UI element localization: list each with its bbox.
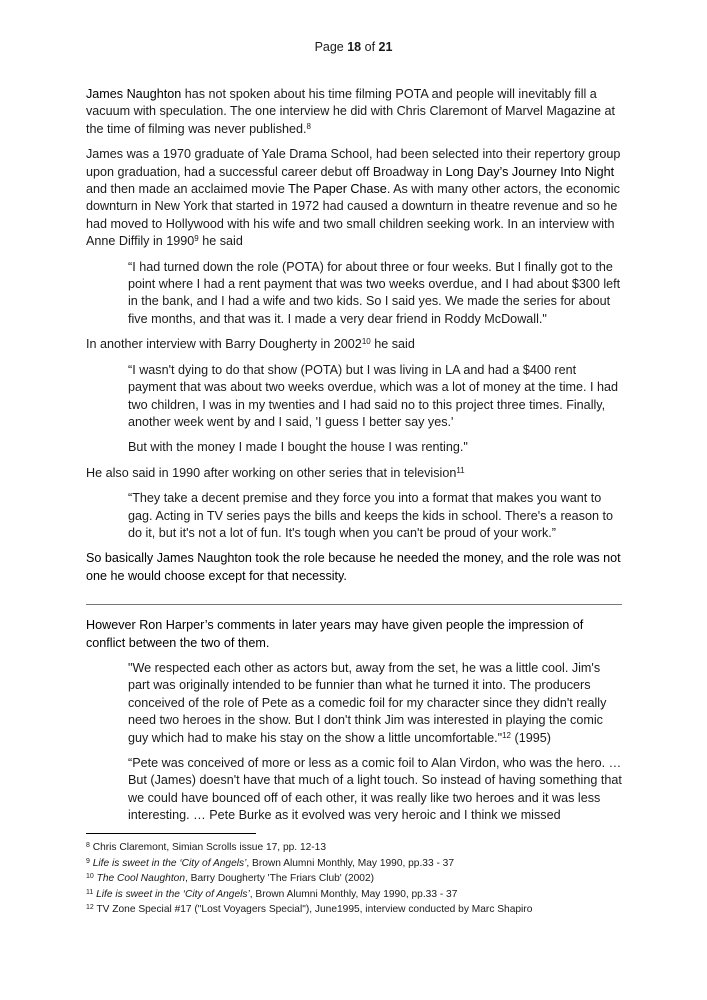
paragraph-dougherty-intro xyxy=(86,336,622,353)
paragraph-text: he said xyxy=(370,337,415,352)
footnote-text: Chris Claremont, Simian Scrolls issue 17, pp. 12-13 xyxy=(89,842,327,853)
quote-text: "We respected each other as actors but, away from the set, he was a little cool. Jim's part was originally intended to be funnier than what he turned it into. The producers conceived of the role of Pete as a comedic foil for my character since they didn't really need two heroes in the show. But I don't think Jim was interested in playing the comic guy which had to make his stay on the show a little uncomfortable." xyxy=(128,660,607,745)
paragraph-harper-intro: However Ron Harper’s comments in later years may have given people the impression of conflict between the two of them. xyxy=(86,618,584,650)
quote-harper-1995 xyxy=(128,660,622,747)
section-divider xyxy=(86,604,622,605)
quote-dougherty-house: But with the money I made I bought the house I was renting." xyxy=(128,440,468,455)
footnote-text: , Brown Alumni Monthly, May 1990, pp.33 - 37 xyxy=(246,857,455,869)
show-title: Long Day’s Journey Into Night xyxy=(445,164,615,179)
of-label: of xyxy=(361,40,379,54)
footnote-separator xyxy=(86,833,256,834)
footnote-article-title: Life is sweet in the ‘City of Angels’ xyxy=(92,857,247,869)
total-pages: 21 xyxy=(378,40,393,54)
paragraph-television-intro xyxy=(86,465,622,482)
current-page: 18 xyxy=(347,40,362,54)
footnote-text: , Barry Dougherty 'The Friars Club' (2002) xyxy=(185,873,375,884)
footnote-9 xyxy=(86,856,646,872)
quote-television: “They take a decent premise and they force you into a format that makes you want to gag. Acting in TV series pays the bills and keeps the kids in school. There's a reason to do it, but it's not a lot of fun. It's tough when you can't be proud of your work.” xyxy=(128,491,613,540)
footnote-number: 11 xyxy=(86,888,94,896)
paragraph-text: he said xyxy=(198,234,243,249)
paragraph-naughton-intro xyxy=(86,86,622,138)
document-body xyxy=(86,86,622,833)
paragraph-text: James was a 1970 graduate of Yale Drama School, had been selected into their repertory group upon graduation, had a successful career debut off Broadway in xyxy=(86,147,621,179)
quote-year: (1995) xyxy=(511,730,551,745)
footnotes xyxy=(86,840,646,918)
footnote-text: TV Zone Special #17 ("Lost Voyagers Special"), June1995, interview conducted by Marc Shapiro xyxy=(93,904,533,915)
footnote-10 xyxy=(86,871,646,887)
footnote-text: , Brown Alumni Monthly, May 1990, pp.33 - 37 xyxy=(249,888,458,900)
footnote-12 xyxy=(86,902,646,918)
paragraph-biography xyxy=(86,146,622,250)
footnote-8 xyxy=(86,840,646,856)
page-number-header xyxy=(0,40,707,54)
paragraph-text: and then made an acclaimed movie xyxy=(86,182,289,197)
footnote-11 xyxy=(86,887,646,903)
movie-title: The Paper Chase xyxy=(288,182,387,197)
footnote-number: 8 xyxy=(86,842,90,849)
paragraph-conclusion: So basically James Naughton took the role because he needed the money, and the role was not one he would choose except for that necessity. xyxy=(86,551,621,583)
quote-diffily-interview: “I had turned down the role (POTA) for about three or four weeks. But I finally got to the point where I had a rent payment that was two weeks overdue, and I had about $300 left in the bank, and I had a wife and two kids. So I said yes. We made the series for about five months, and that was it. I made a very dear friend in Roddy McDowall." xyxy=(128,259,621,326)
footnote-ref-9[interactable]: 9 xyxy=(194,234,199,244)
footnote-number: 10 xyxy=(86,873,94,880)
paragraph-text: He also said in 1990 after working on other series that in television xyxy=(86,465,457,480)
footnote-ref-10[interactable]: 10 xyxy=(361,337,371,347)
footnote-article-title: Life is sweet in the ‘City of Angels’ xyxy=(96,888,250,900)
quote-harper-comic-foil: “Pete was conceived of more or less as a comic foil to Alan Virdon, who was the hero. … But (James) doesn't have that much of a light touch. So instead of having something that we could have bounced off of each other, it was really like two heroes and it was less interesting. … Pete Burke as it evolved was very heroic and I think we missed xyxy=(128,756,622,823)
page-label: Page xyxy=(314,40,348,54)
footnote-number: 12 xyxy=(86,904,94,911)
name-james-naughton: James Naughton xyxy=(86,87,182,101)
footnote-article-title: The Cool Naughton xyxy=(96,873,185,884)
footnote-ref-12[interactable]: 12 xyxy=(502,730,511,740)
quote-dougherty-interview: “I wasn't dying to do that show (POTA) but I was living in LA and had a $400 rent payment that was about two weeks overdue, which was a lot of money at the time. I had two children, I was in my twenties and I had said no to this project three times. Finally, another week went by and I said, 'I guess I better say yes.' xyxy=(128,362,619,429)
footnote-ref-8[interactable]: 8 xyxy=(306,121,311,131)
paragraph-text: has not spoken about his time filming POTA and people will inevitably fill a vacuum with speculation. The one interview he did with Chris Claremont of Marvel Magazine at the time of filming was never published. xyxy=(86,87,615,136)
footnote-ref-11[interactable]: 11 xyxy=(456,465,465,475)
footnote-number: 9 xyxy=(86,857,90,865)
paragraph-text: . As with many other actors, the economic downturn in New York that started in 1972 had caused a downturn in theatre revenue and so he had moved to Hollywood with his wife and two small children seeking work. In an interview with Anne Diffily in 1990 xyxy=(86,182,620,249)
paragraph-text: In another interview with Barry Dougherty in 2002 xyxy=(86,337,362,352)
